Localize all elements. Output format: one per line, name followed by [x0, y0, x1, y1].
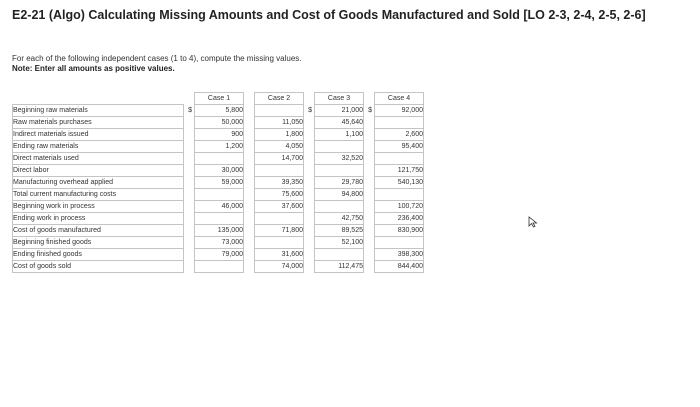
table-row	[13, 117, 424, 129]
column-gap	[364, 141, 375, 153]
answer-input[interactable]	[255, 237, 304, 249]
value-cell: 121,750	[375, 165, 424, 177]
column-gap	[184, 249, 195, 261]
currency-symbol: $	[188, 107, 192, 114]
value-cell: 89,525	[315, 225, 364, 237]
value-cell: 236,400	[375, 213, 424, 225]
header-case-4: Case 4	[375, 93, 424, 105]
value-cell: 398,300	[375, 249, 424, 261]
value-cell: 37,600	[255, 201, 304, 213]
answer-input[interactable]	[315, 201, 364, 213]
column-gap	[184, 201, 195, 213]
column-gap	[184, 165, 195, 177]
column-gap	[184, 141, 195, 153]
column-gap	[244, 129, 255, 141]
value-cell: 1,100	[315, 129, 364, 141]
value-cell: 21,000	[315, 105, 364, 117]
table-row	[13, 201, 424, 213]
value-cell: 74,000	[255, 261, 304, 273]
column-gap	[184, 129, 195, 141]
value-cell: 1,200	[195, 141, 244, 153]
column-gap	[304, 189, 315, 201]
value-cell: 844,400	[375, 261, 424, 273]
value-cell: 32,520	[315, 153, 364, 165]
table-row	[13, 249, 424, 261]
row-label: Ending finished goods	[13, 249, 184, 261]
column-gap	[304, 117, 315, 129]
column-gap	[184, 117, 195, 129]
value-cell: 830,900	[375, 225, 424, 237]
row-label: Manufacturing overhead applied	[13, 177, 184, 189]
row-label: Beginning finished goods	[13, 237, 184, 249]
value-cell: 94,800	[315, 189, 364, 201]
instructions-text: For each of the following independent cases (1 to 4), compute the missing values.	[12, 54, 302, 63]
column-gap	[244, 225, 255, 237]
answer-input[interactable]	[195, 189, 244, 201]
answer-input[interactable]	[195, 153, 244, 165]
column-gap	[364, 201, 375, 213]
column-gap	[184, 213, 195, 225]
row-label: Ending work in process	[13, 213, 184, 225]
table-row	[13, 153, 424, 165]
table-row	[13, 261, 424, 273]
column-gap	[244, 201, 255, 213]
answer-input[interactable]	[255, 213, 304, 225]
column-gap	[364, 237, 375, 249]
header-case-3: Case 3	[315, 93, 364, 105]
row-label: Cost of goods manufactured	[13, 225, 184, 237]
answer-input[interactable]	[315, 249, 364, 261]
table-row	[13, 237, 424, 249]
column-gap	[244, 141, 255, 153]
value-cell: 2,600	[375, 129, 424, 141]
table-row	[13, 105, 424, 117]
column-gap	[304, 249, 315, 261]
answer-input[interactable]	[195, 213, 244, 225]
column-gap	[364, 189, 375, 201]
header-case-2: Case 2	[255, 93, 304, 105]
table-row	[13, 129, 424, 141]
value-cell: 46,000	[195, 201, 244, 213]
row-label: Ending raw materials	[13, 141, 184, 153]
table-row	[13, 177, 424, 189]
column-gap	[184, 189, 195, 201]
answer-input[interactable]	[375, 189, 424, 201]
value-cell: 45,640	[315, 117, 364, 129]
column-gap	[304, 141, 315, 153]
table-row	[13, 225, 424, 237]
header-row	[13, 93, 424, 105]
value-cell: 42,750	[315, 213, 364, 225]
column-gap	[364, 213, 375, 225]
column-gap	[184, 261, 195, 273]
row-label: Direct materials used	[13, 153, 184, 165]
answer-input[interactable]	[375, 237, 424, 249]
value-cell: 112,475	[315, 261, 364, 273]
table-row	[13, 165, 424, 177]
value-cell: 135,000	[195, 225, 244, 237]
value-cell: 59,000	[195, 177, 244, 189]
column-gap	[304, 201, 315, 213]
row-label: Raw materials purchases	[13, 117, 184, 129]
header-case-1: Case 1	[195, 93, 244, 105]
column-gap	[244, 261, 255, 273]
column-gap	[244, 237, 255, 249]
column-gap	[304, 261, 315, 273]
column-gap	[244, 249, 255, 261]
answer-input[interactable]	[195, 261, 244, 273]
column-gap	[184, 237, 195, 249]
answer-input[interactable]	[315, 165, 364, 177]
column-gap	[364, 225, 375, 237]
row-label: Direct labor	[13, 165, 184, 177]
case-table	[12, 92, 424, 273]
value-cell: 92,000	[375, 105, 424, 117]
row-label: Indirect materials issued	[13, 129, 184, 141]
value-cell: 14,700	[255, 153, 304, 165]
value-cell: 31,600	[255, 249, 304, 261]
column-gap	[364, 177, 375, 189]
value-cell: 73,000	[195, 237, 244, 249]
value-cell: 540,130	[375, 177, 424, 189]
column-gap	[304, 225, 315, 237]
answer-input[interactable]	[255, 165, 304, 177]
column-gap	[304, 153, 315, 165]
value-cell: 1,800	[255, 129, 304, 141]
column-gap	[304, 213, 315, 225]
column-gap	[184, 225, 195, 237]
column-gap	[364, 129, 375, 141]
column-gap	[304, 237, 315, 249]
currency-symbol: $	[368, 107, 372, 114]
column-gap	[244, 165, 255, 177]
value-cell: 71,800	[255, 225, 304, 237]
value-cell: 75,600	[255, 189, 304, 201]
column-gap	[364, 261, 375, 273]
row-label: Beginning work in process	[13, 201, 184, 213]
value-cell: 95,400	[375, 141, 424, 153]
table-row	[13, 213, 424, 225]
value-cell: 29,780	[315, 177, 364, 189]
answer-input[interactable]	[375, 153, 424, 165]
column-gap	[364, 153, 375, 165]
note-text: Note: Enter all amounts as positive values.	[12, 64, 175, 73]
column-gap	[244, 213, 255, 225]
value-cell: 100,720	[375, 201, 424, 213]
column-gap	[304, 165, 315, 177]
column-gap	[244, 177, 255, 189]
column-gap	[304, 177, 315, 189]
column-gap	[364, 165, 375, 177]
column-gap	[364, 249, 375, 261]
value-cell: 50,000	[195, 117, 244, 129]
row-label: Beginning raw materials	[13, 105, 184, 117]
value-cell: 5,800	[195, 105, 244, 117]
row-label: Cost of goods sold	[13, 261, 184, 273]
table-row	[13, 189, 424, 201]
column-gap	[304, 129, 315, 141]
value-cell: 79,000	[195, 249, 244, 261]
column-gap	[244, 153, 255, 165]
answer-input[interactable]	[375, 117, 424, 129]
table-row	[13, 141, 424, 153]
column-gap	[184, 177, 195, 189]
currency-symbol: $	[308, 107, 312, 114]
value-cell: 11,050	[255, 117, 304, 129]
column-gap	[184, 153, 195, 165]
value-cell: 900	[195, 129, 244, 141]
value-cell: 4,050	[255, 141, 304, 153]
page-title: E2-21 (Algo) Calculating Missing Amounts and Cost of Goods Manufactured and Sold [LO 2-3, 2-4, 2-5, 2-6]	[12, 8, 646, 22]
column-gap	[244, 105, 255, 117]
answer-input[interactable]	[255, 105, 304, 117]
value-cell: 30,000	[195, 165, 244, 177]
value-cell: 39,350	[255, 177, 304, 189]
value-cell: 52,100	[315, 237, 364, 249]
column-gap	[364, 117, 375, 129]
answer-input[interactable]	[315, 141, 364, 153]
row-label: Total current manufacturing costs	[13, 189, 184, 201]
column-gap	[244, 117, 255, 129]
column-gap	[244, 189, 255, 201]
